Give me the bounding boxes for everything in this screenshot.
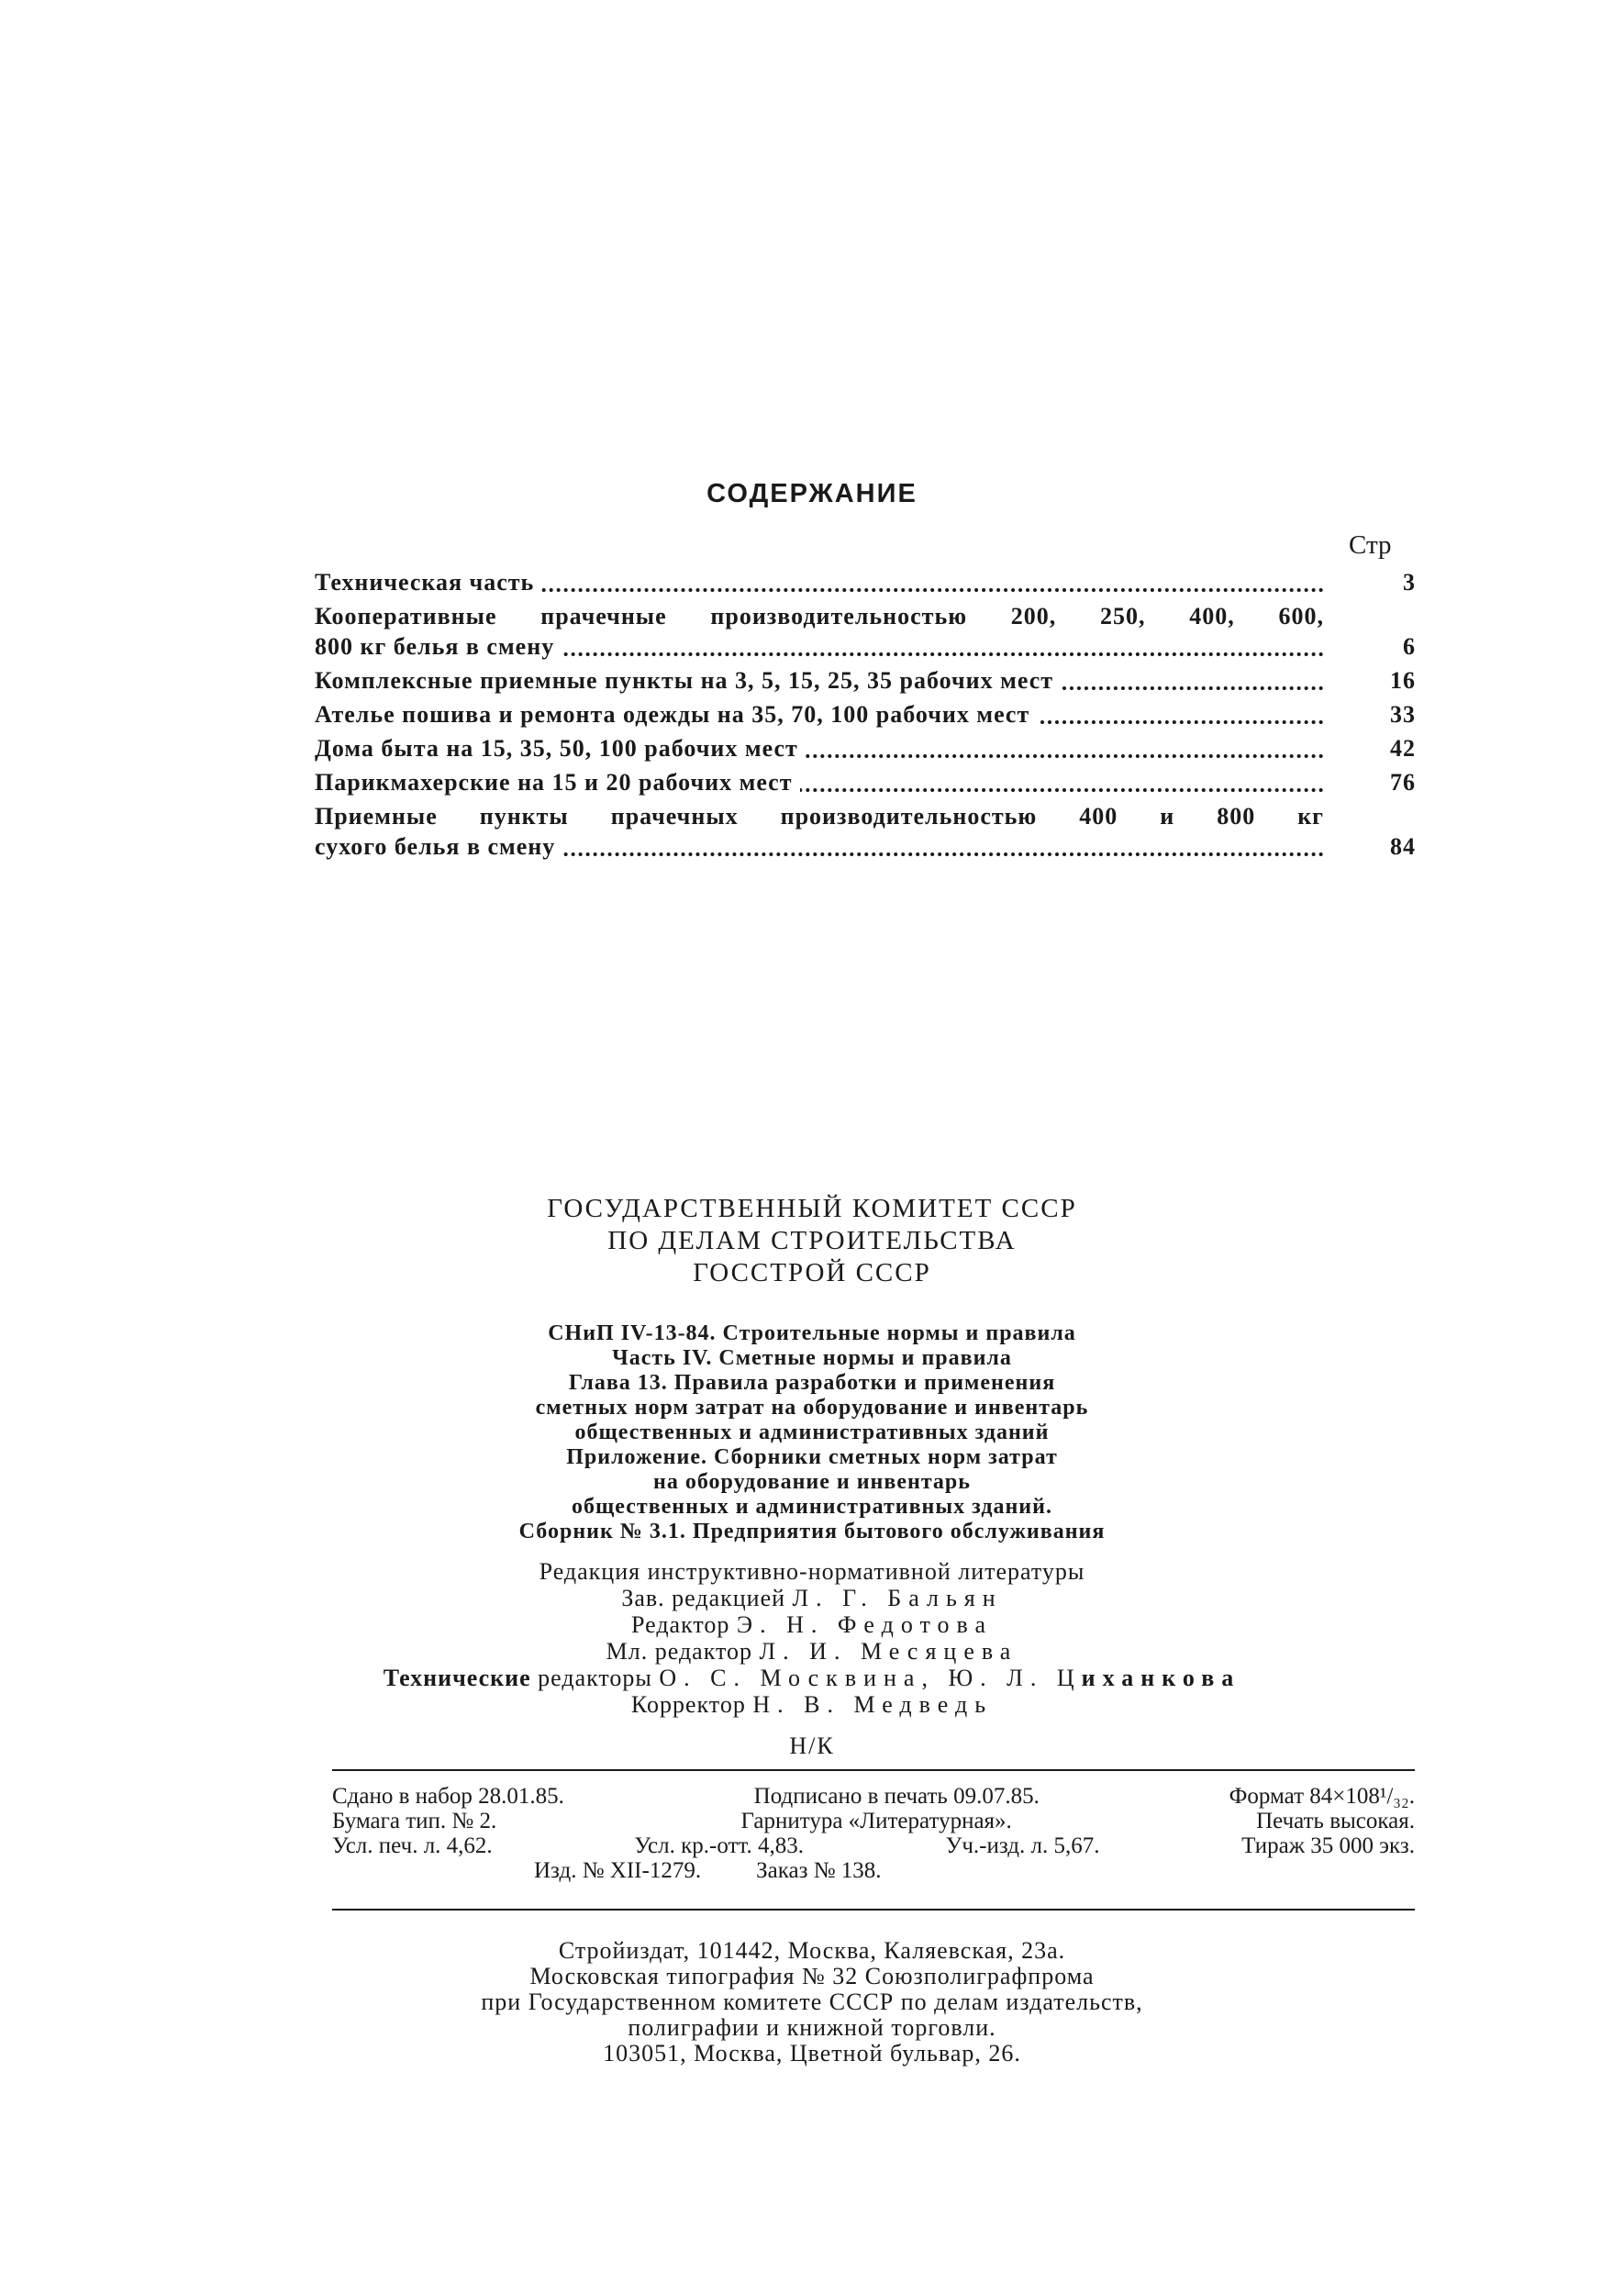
publication-row (332, 1784, 1415, 1809)
press-line: полиграфии и книжной торговли. (628, 2014, 996, 2041)
credit-line (0, 1691, 1624, 1718)
description-line: СНиП IV-13-84. Строительные нормы и правила (548, 1321, 1076, 1345)
toc-item-text: 800 кг белья в смену (315, 633, 562, 660)
credit-name: Л. Г. Бальян (792, 1585, 1003, 1611)
publication-field: Усл. печ. л. 4,62. (332, 1833, 493, 1858)
toc-item-text: Парикмахерские на 15 и 20 рабочих мест (315, 769, 800, 796)
toc-item-text-line1: Кооперативные прачечные производительностью 200, 250, 400, 600, (315, 603, 1324, 629)
toc-item-text: Дома быта на 15, 35, 50, 100 рабочих мест (315, 735, 806, 762)
publication-field: Тираж 35 000 экз. (1241, 1833, 1415, 1858)
toc-page-header: Стр (1349, 530, 1392, 560)
nk-mark: Н/К (789, 1732, 835, 1759)
toc-item-page: 84 (1390, 833, 1416, 860)
credit-line (0, 1638, 1624, 1665)
publication-row (332, 1809, 1415, 1833)
toc-item (315, 733, 1416, 763)
toc-item-text: Комплексные приемные пункты на 3, 5, 15, 25, 35 рабочих мест (315, 667, 1061, 694)
credit-name: О. С. Москвина, Ю. Л. Ц (659, 1665, 1082, 1691)
press-line: Стройиздат, 101442, Москва, Каляевская, 23а. (558, 1937, 1066, 1964)
divider (332, 1909, 1415, 1911)
publication-field: Формат 84×108¹/₃₂. (1229, 1784, 1415, 1809)
toc-item-text: сухого белья в смену (315, 833, 562, 860)
toc-item (315, 801, 1416, 862)
publisher-organization (0, 1193, 1624, 1289)
table-of-contents (315, 567, 1416, 865)
org-line: ГОСУДАРСТВЕННЫЙ КОМИТЕТ СССР (547, 1194, 1077, 1223)
press-line: Московская типография № 32 Союзполиграфпрома (529, 1963, 1095, 1989)
org-line: ПО ДЕЛАМ СТРОИТЕЛЬСТВА (607, 1226, 1017, 1255)
publication-field: Подписано в печать 09.07.85. (753, 1784, 1040, 1809)
org-line: ГОССТРОЙ СССР (693, 1258, 931, 1287)
credit-name: Л. И. Месяцева (759, 1638, 1018, 1665)
toc-title: СОДЕРЖАНИЕ (706, 479, 918, 508)
publication-field: Бумага тип. № 2. (332, 1809, 497, 1833)
description-line: на оборудование и инвентарь (653, 1470, 971, 1494)
credit-role: Корректор (630, 1691, 746, 1718)
description-line: Приложение. Сборники сметных норм затрат (566, 1445, 1058, 1469)
description-line: Глава 13. Правила разработки и применения (568, 1371, 1056, 1395)
publication-field: Печать высокая. (1256, 1809, 1415, 1833)
publication-field: Изд. № XII-1279. (534, 1858, 702, 1883)
printing-house (0, 1938, 1624, 2067)
publication-field: Усл. кр.-отт. 4,83. (634, 1833, 804, 1858)
toc-item-page: 33 (1390, 701, 1416, 728)
publication-row (332, 1833, 1415, 1858)
publication-field: Гарнитура «Литературная». (740, 1809, 1012, 1833)
credit-line (0, 1665, 1624, 1691)
description-line: общественных и административных зданий. (572, 1495, 1052, 1519)
credit-role: Зав. редакцией (621, 1585, 786, 1611)
editorial-office: Редакция инструктивно-нормативной литературы (539, 1558, 1085, 1585)
toc-item-page: 6 (1403, 633, 1416, 660)
document-description (0, 1321, 1624, 1544)
toc-item-page: 3 (1403, 569, 1416, 596)
editorial-credits (0, 1558, 1624, 1718)
divider (332, 1769, 1415, 1771)
credit-role: Мл. редактор (606, 1638, 753, 1665)
description-line: Сборник № 3.1. Предприятия бытового обслуживания (518, 1520, 1106, 1543)
credit-role: редакторы (538, 1665, 652, 1691)
credit-line (0, 1585, 1624, 1611)
credit-role: Технические (383, 1665, 531, 1691)
publication-field: Сдано в набор 28.01.85. (332, 1784, 564, 1809)
description-line: Часть IV. Сметные нормы и правила (612, 1346, 1012, 1370)
toc-item (315, 601, 1416, 662)
press-line: при Государственном комитете СССР по делам издательств, (481, 1989, 1143, 2015)
credit-name: иханкова (1081, 1665, 1241, 1691)
toc-item (315, 665, 1416, 696)
press-line: 103051, Москва, Цветной бульвар, 26. (603, 2040, 1021, 2067)
credit-name: Н. В. Медведь (752, 1691, 994, 1718)
toc-item (315, 699, 1416, 730)
description-line: общественных и административных зданий (574, 1421, 1050, 1444)
toc-item-text: Техническая часть (315, 569, 541, 596)
publication-field: Заказ № 138. (756, 1858, 882, 1883)
toc-item-text: Ателье пошива и ремонта одежды на 35, 70, 100 рабочих мест (315, 701, 1037, 728)
description-line: сметных норм затрат на оборудование и инвентарь (535, 1396, 1089, 1420)
publication-row (332, 1858, 1415, 1883)
credit-name: Э. Н. Федотова (736, 1611, 993, 1638)
toc-item-page: 42 (1390, 735, 1416, 762)
toc-item-page: 76 (1390, 769, 1416, 796)
publication-details (332, 1784, 1415, 1883)
credit-role: Редактор (631, 1611, 730, 1638)
credit-line (0, 1611, 1624, 1638)
toc-item (315, 767, 1416, 797)
publication-field: Уч.-изд. л. 5,67. (945, 1833, 1100, 1858)
toc-item-text-line1: Приемные пункты прачечных производительностью 400 и 800 кг (315, 803, 1324, 830)
toc-item-page: 16 (1390, 667, 1416, 694)
toc-item (315, 567, 1416, 597)
